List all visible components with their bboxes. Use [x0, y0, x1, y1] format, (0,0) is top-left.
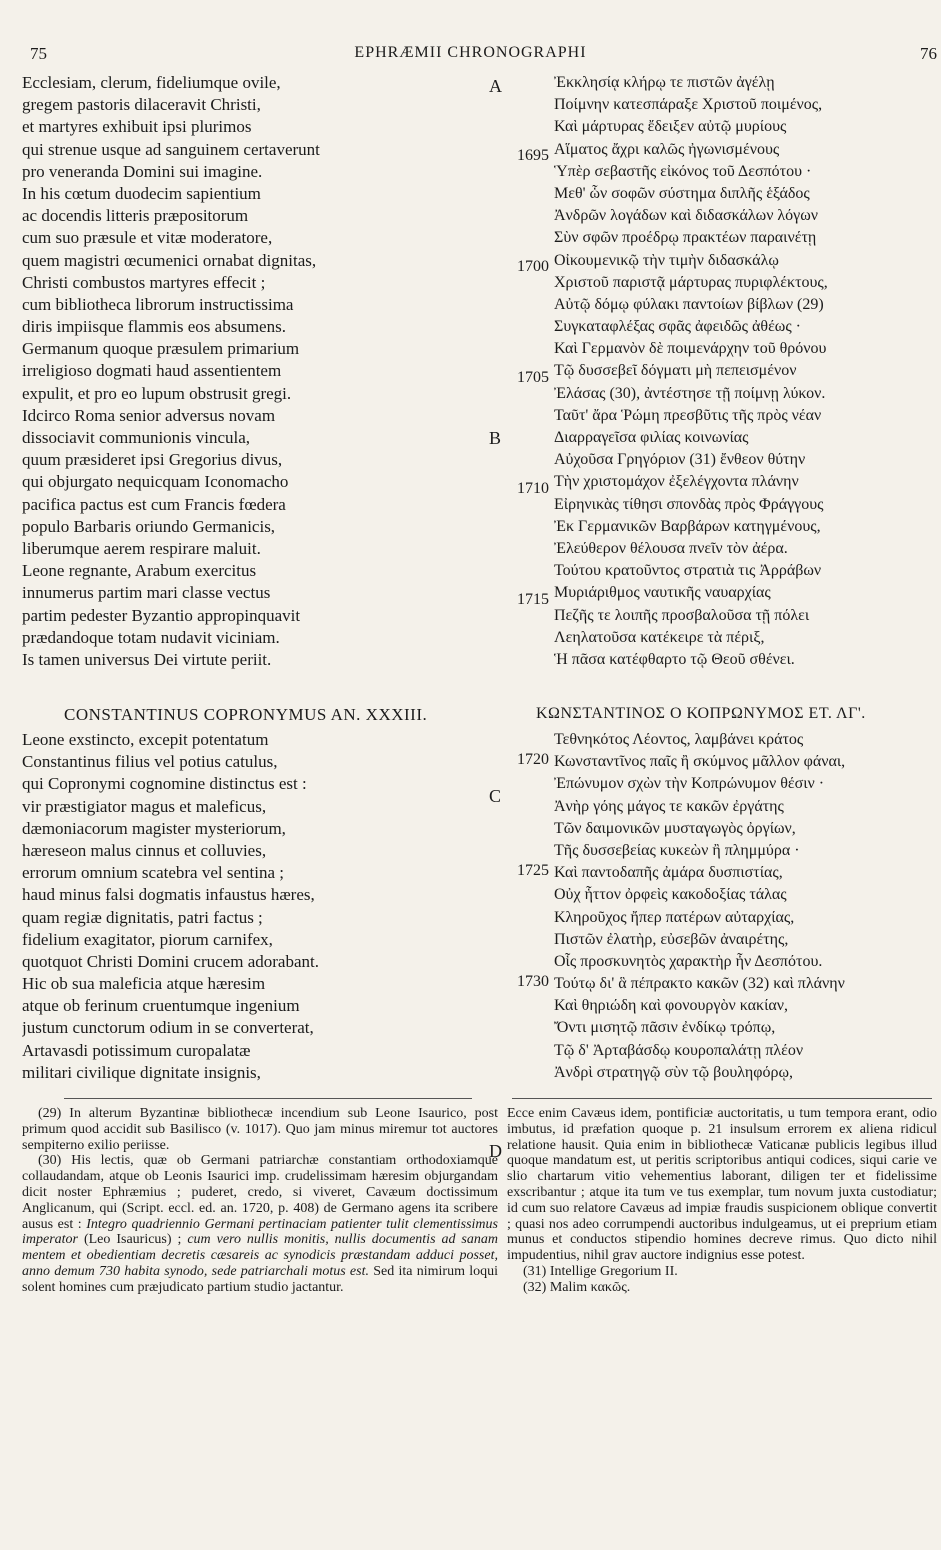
footnote-text: (Leo Isauricus) ;: [78, 1232, 188, 1248]
latin-verse-line: Is tamen universus Dei virtute periit.: [22, 649, 272, 669]
footnote-quote: cum vero nullis monitis, nullis documentis ad sanam mentem et obedientiam decretis cæsareis ac synodicis præstandam adduci posset, anno demum 730 habita synodo, sede patriarchali motus est.: [22, 1232, 498, 1279]
latin-verse-line: quam regiæ dignitatis, patri factus ;: [22, 907, 263, 927]
latin-verse-line: atque ob ferinum cruentumque ingenium: [22, 996, 300, 1016]
greek-verse-line: Ὄντι μισητῷ πᾶσιν ἐνδίκῳ τρόπῳ,: [554, 1019, 776, 1037]
latin-verse-line: Germanum quoque præsulem primarium: [22, 339, 300, 359]
footnotes-right: [507, 1106, 937, 1296]
page-number-right: 76: [920, 44, 937, 63]
latin-verse-line: Idcirco Roma senior adversus novam: [22, 405, 276, 425]
latin-verse-line: quotquot Christi Domini crucem adorabant.: [22, 951, 319, 971]
footnote-text: (29) In alterum Byzantinæ bibliothecæ incendium sub Leone Isaurico, post primum quod accidit sub Basilisco (v. 1017). Quo jam minus miremur tot auctores sempiterno exilio periisse.: [22, 1106, 498, 1153]
latin-verse-line: militari civilique dignitate insignis,: [22, 1062, 261, 1082]
greek-verse-line: Διαρραγεῖσα φιλίας κοινωνίας: [554, 429, 749, 446]
latin-verse-line: hæreseon malus cinnus et colluvies,: [22, 840, 267, 860]
latin-verse-line: gregem pastoris dilaceravit Christi,: [22, 95, 261, 115]
greek-verse-line: Ἀνδρῶν λογάδων καὶ διδασκάλων λόγων: [554, 207, 819, 225]
footnote-paragraph: (31) Intellige Gregorium II.: [523, 1263, 678, 1279]
line-number: 1700: [517, 258, 549, 275]
latin-verse-line: quum præsideret ipsi Gregorius divus,: [22, 450, 283, 470]
footnote-paragraph: (32) Malim κακῶς.: [523, 1279, 631, 1295]
footnote-text: (30) His lectis, quæ ob Germani patriarchæ constantiam orthodoxiamque collaudandam, atque ob Leonis Isaurici imp. crudelissimam hæresim objurgandam dicit noster Ephræmius ; puderet, credo, si viveret, Cavæum doctissimum Anglicanum, qui (Script. eccl. ed. an. 1720, p. 408) de Germano agens ita scribere ausus est :: [22, 1153, 498, 1232]
greek-verse-line: Χριστοῦ παριστᾷ μάρτυρας πυριφλέκτους,: [554, 273, 828, 291]
latin-verse-line: Hic ob sua maleficia atque hæresim: [22, 974, 266, 994]
latin-verse-line: qui objurgato nequicquam Iconomacho: [22, 472, 289, 492]
footnote-text: Sed ita nimirum loqui solent homines cum præjudicato partium studio jactantur.: [22, 1263, 498, 1295]
latin-verse-line: liberumque aerem respirare maluit.: [22, 538, 261, 558]
greek-verse-line: Τεθνηκότος Λέοντος, λαμβάνει κράτος: [554, 731, 804, 748]
greek-verse-line: Αὐχοῦσα Γρηγόριον (31) ἔνθεον θύτην: [554, 451, 806, 469]
greek-verse-line: Τὴν χριστομάχον ἐξελέγχοντα πλάνην: [554, 473, 799, 491]
footnote-paragraph: Ecce enim Cavæus idem, pontificiæ auctoritatis, u tum tempora erant, odio imbutus, id præfation quoque p. 21 insulsum errorem ex aliena ridicul relatione hausit. Quia enim in bibliothecæ Vaticanæ publicis legibus illud quoque mandatum est, ut peritis scriptoribus antiqui codices, siqui carie ve slio chartarum vitio vehementius laborant, diligen ter et fidelissime exscribantur ; atque ita tum ve tus exemplar, tum novum juxta custodiatur; id cum suo relatore Cavæus ad impiæ fraudis suspicionem oblique convertit ; quasi nos adeo corrumpendi auctoribus indulgeamus, ut ei preprium etiam munus et conductos stipendio homines decreve rimus. Quo dicto nihil impudentius, nihil grav auctore indignius esse potest.: [507, 1106, 937, 1264]
greek-verse-line: Ἀνὴρ γόης μάγος τε κακῶν ἐργάτης: [554, 797, 784, 815]
latin-verse-column-2: [22, 729, 492, 1084]
footnotes-left: [22, 1106, 498, 1296]
line-number: 1725: [517, 862, 549, 879]
section-title-latin: CONSTANTINUS COPRONYMUS AN. XXXIII.: [64, 705, 428, 724]
greek-verse-line: Κληροῦχος ἤπερ πατέρων αὐταρχίας,: [554, 908, 795, 926]
greek-verse-line: Καὶ μάρτυρας ἔδειξεν αὐτῷ μυρίους: [554, 118, 787, 136]
greek-verse-line: Ἐκκλησίᾳ κλήρῳ τε πιστῶν ἀγέλῃ: [554, 74, 775, 91]
latin-verse-line: innumerus partim mari classe vectus: [22, 583, 271, 603]
greek-verse-line: Πεζῆς τε λοιπῆς προσβαλοῦσα τῇ πόλει: [554, 606, 810, 624]
latin-verse-line: Constantinus filius vel potius catulus,: [22, 752, 278, 772]
greek-verse-line: Ἐκ Γερμανικῶν Βαρβάρων κατηγμένους,: [554, 517, 821, 535]
latin-verse-line: dissociavit communionis vincula,: [22, 428, 251, 447]
footnote-paragraph: [22, 1153, 498, 1295]
greek-verse-line: Τῆς δυσσεβείας κυκεὼν ἢ πλημμύρα ·: [554, 841, 800, 859]
latin-verse-line: In his cœtum duodecim sapientium: [22, 183, 261, 203]
greek-verse-line: Καὶ Γερμανὸν δὲ ποιμενάρχην τοῦ θρόνου: [554, 340, 827, 358]
latin-verse-line: justum cunctorum odium in se converterat,: [22, 1018, 314, 1038]
greek-verse-line: Τῷ δυσσεβεῖ δόγματι μὴ πεπεισμένον: [554, 362, 797, 380]
page-number-left: 75: [30, 44, 47, 63]
line-number: 1720: [517, 751, 549, 768]
margin-mark: A: [489, 76, 502, 96]
greek-verse-line: Αἵματος ἄχρι καλῶς ἠγωνισμένους: [554, 140, 780, 158]
line-number: 1710: [517, 480, 549, 497]
latin-verse-line: qui strenue usque ad sanguinem certaverunt: [22, 139, 320, 159]
greek-verse-line: Λεηλατοῦσα κατέκειρε τὰ πέριξ,: [554, 628, 765, 646]
greek-verse-line: Μυριάριθμος ναυτικῆς ναυαρχίας: [554, 584, 771, 602]
greek-verse-line: Καὶ παντοδαπῆς ἀμάρα δυσπιστίας,: [554, 864, 783, 882]
latin-verse-line: vir præstigiator magus et maleficus,: [22, 796, 267, 816]
greek-verse-line: Τῷ δ' Ἀρταβάσδῳ κουροπαλάτῃ πλέον: [554, 1041, 804, 1059]
greek-verse-line: Σὺν σφῶν προέδρῳ πρακτέων παραινέτῃ: [554, 229, 817, 247]
latin-verse-line: populo Barbaris oriundo Germanicis,: [22, 516, 276, 536]
footnote-rule-right: [512, 1098, 932, 1099]
greek-verse-line: Πιστῶν ἐλατὴρ, εὐσεβῶν ἀναιρέτης,: [554, 930, 789, 948]
greek-verse-line: Ταῦτ' ἄρα Ῥώμη πρεσβῦτις τῆς πρὸς νέαν: [554, 406, 822, 424]
latin-verse-line: cum bibliotheca librorum instructissima: [22, 294, 294, 314]
latin-verse-line: cum suo præsule et vitæ moderatore,: [22, 228, 273, 248]
latin-verse-line: errorum omnium scatebra vel sentina ;: [22, 863, 284, 883]
line-number: 1695: [517, 147, 549, 164]
footnote-quote: Integro quadriennio Germani pertinaciam patienter tulit clementissimus imperator: [22, 1216, 498, 1248]
latin-verse-line: diris impiisque flammis eos absumens.: [22, 317, 286, 337]
greek-verse-line: Καὶ θηριώδη καὶ φονουργὸν κακίαν,: [554, 997, 788, 1015]
latin-verse-line: prædandoque totam nudavit viciniam.: [22, 627, 280, 647]
latin-verse-line: Leone regnante, Arabum exercitus: [22, 561, 257, 581]
latin-verse-line: haud minus falsi dogmatis infaustus hæres,: [22, 885, 315, 905]
greek-verse-line: Μεθ' ὧν σοφῶν σύστημα διπλῆς ἑξάδος: [554, 184, 810, 202]
latin-verse-line: irreligioso dogmati haud assentientem: [22, 361, 282, 381]
greek-verse-line: Εἰρηνικὰς τίθησι σπονδὰς πρὸς Φράγγους: [554, 495, 824, 513]
greek-verse-line: Κωνσταντῖνος παῖς ἢ σκύμνος μᾶλλον φάναι,: [554, 753, 846, 771]
greek-verse-column: [554, 72, 939, 671]
footnote-rule-left: [64, 1098, 472, 1099]
greek-verse-line: Ἡ πᾶσα κατέφθαρτο τῷ Θεοῦ σθένει.: [554, 650, 795, 668]
greek-verse-line: Συγκαταφλέξας σφᾶς ἀφειδῶς ἀθέως ·: [554, 318, 801, 336]
latin-verse-line: et martyres exhibuit ipsi plurimos: [22, 117, 252, 137]
greek-verse-line: Οἰκουμενικῷ τὴν τιμὴν διδασκάλῳ: [554, 251, 779, 269]
latin-verse-line: dæmoniacorum magister mysteriorum,: [22, 818, 286, 838]
latin-verse-line: partim pedester Byzantio appropinquavit: [22, 605, 301, 625]
latin-verse-line: qui Copronymi cognomine distinctus est :: [22, 774, 307, 794]
greek-verse-line: Ὑπὲρ σεβαστῆς εἰκόνος τοῦ Δεσπότου ·: [554, 162, 812, 180]
greek-verse-line: Τούτῳ δι' ἃ πέπρακτο κακῶν (32) καὶ πλάνην: [554, 975, 845, 993]
greek-verse-line: Αὐτῷ δόμῳ φύλακι παντοίων βίβλων (29): [554, 295, 824, 313]
latin-verse-line: expulit, et pro eo lupum obstrusit gregi.: [22, 383, 292, 403]
latin-verse-line: Artavasdi potissimum curopalatæ: [22, 1040, 251, 1060]
margin-mark: B: [489, 428, 502, 448]
latin-verse-line: pacifica pactus est cum Francis fœdera: [22, 494, 286, 514]
greek-verse-line: Ἐλεύθερον θέλουσα πνεῖν τὸν ἀέρα.: [554, 539, 788, 557]
line-number: 1715: [517, 591, 549, 608]
latin-verse-line: Christi combustos martyres effecit ;: [22, 272, 266, 292]
greek-verse-line: Ἐπώνυμον σχὼν τὴν Κοπρώνυμον θέσιν ·: [554, 775, 825, 793]
latin-verse-line: Ecclesiam, clerum, fideliumque ovile,: [22, 73, 281, 92]
section-title-greek: ΚΩΝΣΤΑΝΤΙΝΟΣ Ο ΚΟΠΡΩΝΥΜΟΣ ΕΤ. ΛΓ'.: [536, 705, 866, 722]
latin-verse-line: fidelium exagitator, piorum carnifex,: [22, 929, 273, 949]
greek-verse-line: Οἷς προσκυνητὸς χαρακτὴρ ἦν Δεσπότου.: [554, 952, 823, 970]
latin-verse-line: quem magistri œcumenici ornabat dignitas,: [22, 250, 317, 270]
greek-verse-line: Τῶν δαιμονικῶν μυσταγωγὸς ὀργίων,: [554, 819, 796, 837]
greek-verse-line: Ἐλάσας (30), ἀντέστησε τῇ ποίμνῃ λύκον.: [554, 384, 826, 402]
latin-verse-line: pro veneranda Domini sui imagine.: [22, 161, 263, 181]
greek-verse-column-2: [554, 729, 939, 1084]
margin-mark: D: [489, 1141, 502, 1161]
latin-verse-line: Leone exstincto, excepit potentatum: [22, 730, 269, 749]
line-number: 1705: [517, 369, 549, 386]
greek-verse-line: Ἀνδρὶ στρατηγῷ σὺν τῷ βουληφόρῳ,: [554, 1063, 793, 1081]
latin-verse-column: [22, 72, 492, 671]
greek-verse-line: Ποίμνην κατεσπάραξε Χριστοῦ ποιμένος,: [554, 96, 823, 114]
greek-verse-line: Τούτου κρατοῦντος στρατιὰ τις Ἀρράβων: [554, 562, 822, 580]
margin-mark: C: [489, 786, 502, 806]
footnote-paragraph: [22, 1106, 498, 1153]
line-number: 1730: [517, 973, 549, 990]
latin-verse-line: ac docendis litteris præpositorum: [22, 206, 249, 226]
running-header: [0, 44, 941, 68]
greek-verse-line: Οὐχ ἧττον ὀρφεὶς κακοδοξίας τάλας: [554, 886, 787, 904]
running-title: EPHRÆMII CHRONOGRAPHI: [354, 44, 587, 61]
